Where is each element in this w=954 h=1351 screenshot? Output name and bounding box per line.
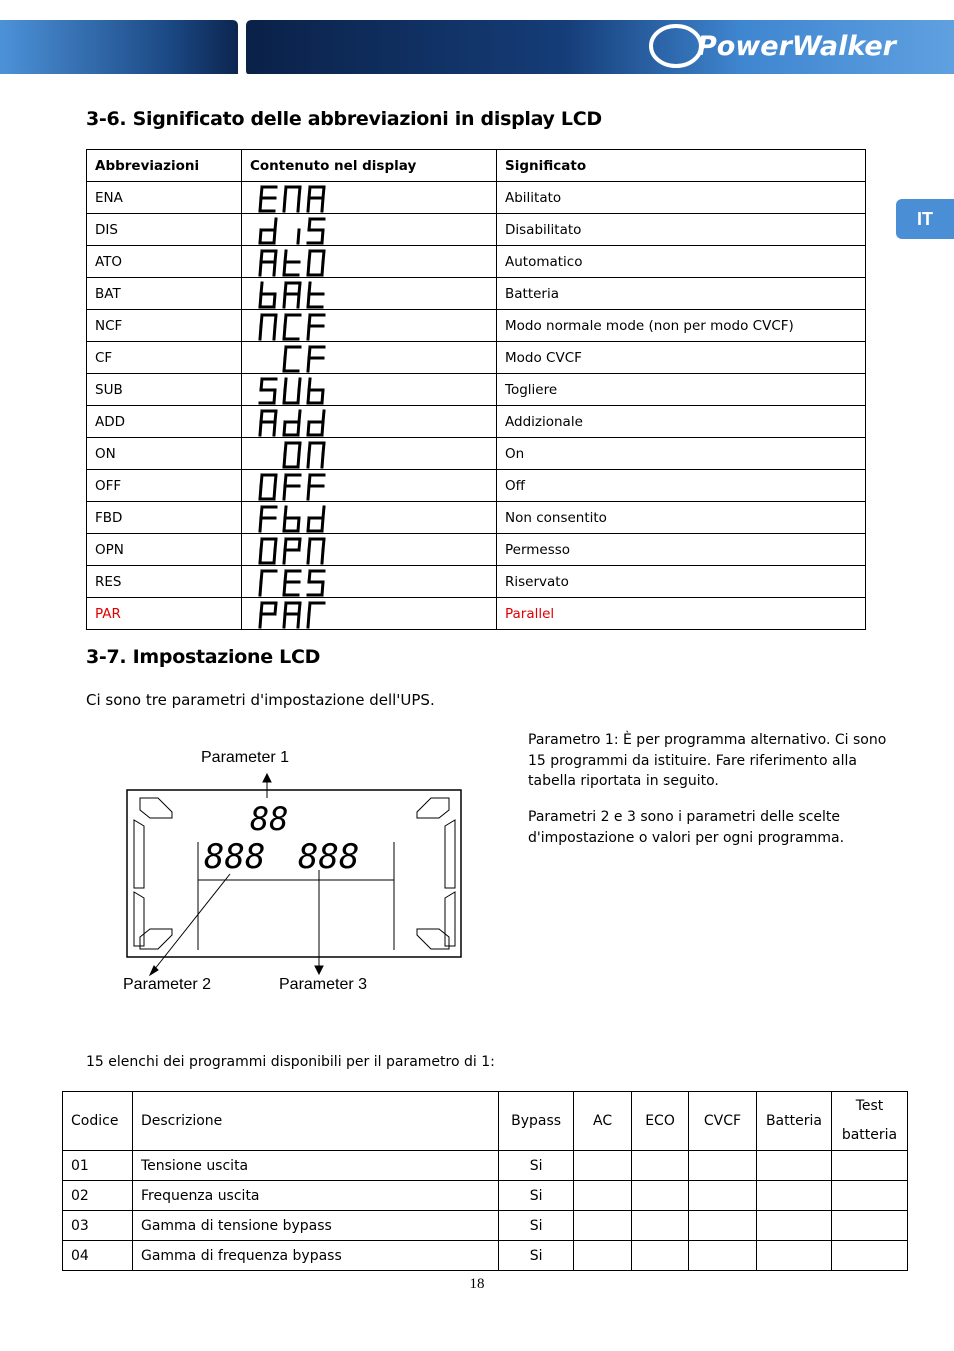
lcd-digits-right: 888	[298, 837, 360, 877]
header-battery-test: Test batteria	[831, 1092, 907, 1151]
header-code: Codice	[63, 1092, 133, 1151]
program-empty-cell	[756, 1211, 831, 1241]
program-code: 04	[63, 1241, 133, 1271]
abbreviation-row	[87, 438, 866, 470]
abbreviation-meaning: On	[497, 438, 866, 470]
abbreviation-row	[87, 278, 866, 310]
program-row	[63, 1211, 908, 1241]
lcd-digits-top: 88	[250, 800, 289, 838]
header-cvcf: CVCF	[689, 1092, 757, 1151]
program-empty-cell	[831, 1151, 907, 1181]
program-empty-cell	[689, 1181, 757, 1211]
abbreviation-meaning: Abilitato	[497, 182, 866, 214]
abbreviation-code: BAT	[87, 278, 242, 310]
program-empty-cell	[689, 1151, 757, 1181]
program-empty-cell	[831, 1241, 907, 1271]
program-empty-cell	[574, 1241, 632, 1271]
lcd-display-glyph	[242, 438, 497, 470]
abbreviation-meaning: Modo CVCF	[497, 342, 866, 374]
header-battery: Batteria	[756, 1092, 831, 1151]
program-row	[63, 1151, 908, 1181]
lcd-display-glyph	[242, 406, 497, 438]
abbreviation-meaning: Disabilitato	[497, 214, 866, 246]
program-code: 02	[63, 1181, 133, 1211]
program-empty-cell	[689, 1211, 757, 1241]
abbreviation-row	[87, 342, 866, 374]
lcd-display-glyph	[242, 182, 497, 214]
brand-name: PowerWalker	[697, 31, 896, 62]
program-description: Tensione uscita	[132, 1151, 498, 1181]
abbreviation-meaning: Parallel	[497, 598, 866, 630]
abbreviation-meaning: Automatico	[497, 246, 866, 278]
section-title-lcd-setting: 3-7. Impostazione LCD	[86, 646, 321, 668]
program-code: 01	[63, 1151, 133, 1181]
abbreviation-code: FBD	[87, 502, 242, 534]
abbreviation-code: RES	[87, 566, 242, 598]
lcd-display-glyph	[242, 534, 497, 566]
abbreviations-table	[86, 149, 866, 630]
header-eco: ECO	[632, 1092, 689, 1151]
program-row	[63, 1181, 908, 1211]
abbreviation-row	[87, 374, 866, 406]
programs-table	[62, 1091, 908, 1271]
abbreviation-row	[87, 534, 866, 566]
program-empty-cell	[632, 1211, 689, 1241]
abbreviation-meaning: Permesso	[497, 534, 866, 566]
header-display: Contenuto nel display	[242, 150, 497, 182]
language-tab[interactable]: IT	[896, 199, 954, 239]
abbreviation-meaning: Non consentito	[497, 502, 866, 534]
abbreviation-code: NCF	[87, 310, 242, 342]
program-empty-cell	[574, 1211, 632, 1241]
header-abbr: Abbreviazioni	[87, 150, 242, 182]
program-empty-cell	[632, 1181, 689, 1211]
program-description: Gamma di frequenza bypass	[132, 1241, 498, 1271]
program-empty-cell	[756, 1241, 831, 1271]
abbreviation-code: SUB	[87, 374, 242, 406]
abbreviation-code: PAR	[87, 598, 242, 630]
program-list-intro: 15 elenchi dei programmi disponibili per il parametro di 1:	[86, 1054, 495, 1070]
program-empty-cell	[632, 1241, 689, 1271]
lcd-display-glyph	[242, 246, 497, 278]
abbreviation-code: DIS	[87, 214, 242, 246]
program-row	[63, 1241, 908, 1271]
lcd-intro-text: Ci sono tre parametri d'impostazione dell'UPS.	[86, 691, 435, 709]
lcd-display-glyph	[242, 598, 497, 630]
abbreviation-code: ON	[87, 438, 242, 470]
program-bypass: Si	[499, 1211, 574, 1241]
header-ac: AC	[574, 1092, 632, 1151]
abbreviation-meaning: Riservato	[497, 566, 866, 598]
lcd-side-bars	[134, 798, 455, 949]
page-number: 18	[469, 1276, 485, 1292]
abbreviation-meaning: Modo normale mode (non per modo CVCF)	[497, 310, 866, 342]
abbreviation-code: CF	[87, 342, 242, 374]
program-empty-cell	[574, 1181, 632, 1211]
abbreviation-row	[87, 214, 866, 246]
program-code: 03	[63, 1211, 133, 1241]
lcd-display-glyph	[242, 278, 497, 310]
lcd-display-glyph	[242, 566, 497, 598]
lcd-display-glyph	[242, 342, 497, 374]
lcd-digits-left: 888	[204, 837, 266, 877]
abbreviation-row	[87, 246, 866, 278]
header-banner	[0, 18, 954, 74]
abbreviation-row	[87, 310, 866, 342]
program-empty-cell	[831, 1211, 907, 1241]
param3-label: Parameter 3	[279, 976, 368, 993]
header-meaning: Significato	[497, 150, 866, 182]
lcd-display-glyph	[242, 502, 497, 534]
param23-description: Parametri 2 e 3 sono i parametri delle scelte d'impostazione o valori per ogni programma.	[528, 809, 845, 846]
abbreviation-row	[87, 566, 866, 598]
program-bypass: Si	[499, 1181, 574, 1211]
lcd-display-glyph	[242, 470, 497, 502]
abbreviation-meaning: Addizionale	[497, 406, 866, 438]
abbreviation-code: ATO	[87, 246, 242, 278]
abbreviation-row	[87, 502, 866, 534]
param1-description: Parametro 1: È per programma alternativo. Ci sono 15 programmi da istituire. Fare riferimento alla tabella riportata in seguito.	[528, 732, 887, 789]
abbreviation-row	[87, 598, 866, 630]
program-empty-cell	[689, 1241, 757, 1271]
program-description: Frequenza uscita	[132, 1181, 498, 1211]
abbreviation-meaning: Off	[497, 470, 866, 502]
abbreviation-row	[87, 406, 866, 438]
abbreviation-meaning: Togliere	[497, 374, 866, 406]
lcd-diagram	[110, 740, 480, 1000]
abbreviation-code: ENA	[87, 182, 242, 214]
program-description: Gamma di tensione bypass	[132, 1211, 498, 1241]
param2-label: Parameter 2	[123, 976, 212, 993]
program-bypass: Si	[499, 1151, 574, 1181]
header-bypass: Bypass	[499, 1092, 574, 1151]
abbreviation-meaning: Batteria	[497, 278, 866, 310]
abbreviation-code: OPN	[87, 534, 242, 566]
program-empty-cell	[756, 1151, 831, 1181]
header-description: Descrizione	[132, 1092, 498, 1151]
lcd-display-glyph	[242, 310, 497, 342]
section-title-abbreviations: 3-6. Significato delle abbreviazioni in display LCD	[86, 108, 602, 130]
abbreviation-row	[87, 182, 866, 214]
lcd-frame	[127, 790, 461, 957]
lcd-display-glyph	[242, 374, 497, 406]
program-empty-cell	[574, 1151, 632, 1181]
program-bypass: Si	[499, 1241, 574, 1271]
abbreviation-code: OFF	[87, 470, 242, 502]
abbreviation-code: ADD	[87, 406, 242, 438]
program-empty-cell	[756, 1181, 831, 1211]
abbreviation-row	[87, 470, 866, 502]
param1-label: Parameter 1	[201, 749, 290, 766]
lcd-display-glyph	[242, 214, 497, 246]
program-empty-cell	[831, 1181, 907, 1211]
program-empty-cell	[632, 1151, 689, 1181]
